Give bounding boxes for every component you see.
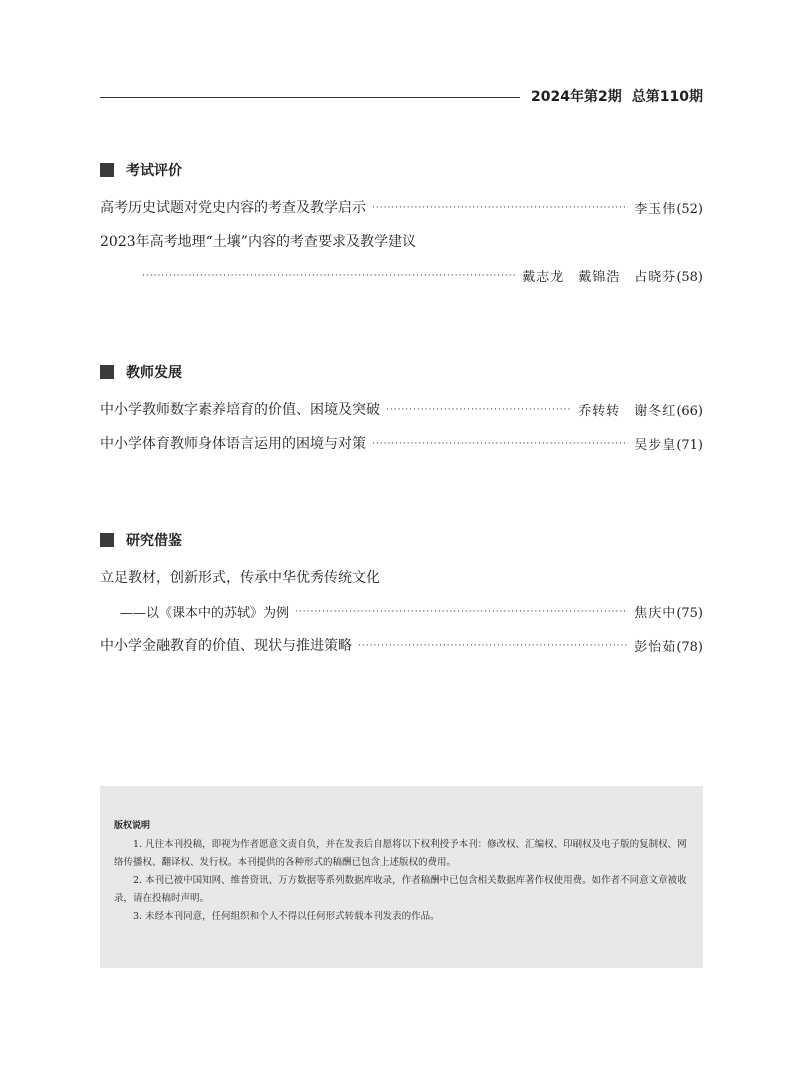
page-header xyxy=(100,86,703,108)
dot-leader xyxy=(358,641,628,651)
article-authors: 吴步皇 xyxy=(634,437,677,453)
article-title: 立足教材，创新形式，传承中华优秀传统文化 xyxy=(100,570,380,586)
copyright-title: 版权说明 xyxy=(114,821,151,831)
article-subtitle: ——以《课本中的苏轼》为例 xyxy=(120,605,290,621)
toc-entry[interactable] xyxy=(100,430,703,456)
toc-entry-author-line[interactable] xyxy=(100,262,703,288)
article-page: (58) xyxy=(676,269,703,285)
header-rule xyxy=(100,97,520,98)
article-page: (66) xyxy=(676,403,703,419)
square-bullet-icon xyxy=(100,533,114,547)
article-title: 中小学金融教育的价值、现状与推进策略 xyxy=(100,638,352,654)
section-teacher-development xyxy=(100,362,703,456)
article-authors: 焦庆中 xyxy=(634,605,677,621)
section-heading xyxy=(100,530,703,550)
article-page: (78) xyxy=(676,639,703,655)
dot-leader xyxy=(372,439,628,449)
dot-leader xyxy=(372,203,628,213)
toc-entry[interactable] xyxy=(100,632,703,658)
section-title: 研究借鉴 xyxy=(126,533,182,549)
square-bullet-icon xyxy=(100,365,114,379)
square-bullet-icon xyxy=(100,163,114,177)
section-heading xyxy=(100,362,703,382)
article-title: 高考历史试题对党史内容的考查及教学启示 xyxy=(100,200,366,216)
year-issue: 2024年第2期 xyxy=(531,89,622,105)
total-issue: 总第110期 xyxy=(631,89,703,105)
section-research-reference xyxy=(100,530,703,658)
article-title: 中小学教师数字素养培育的价值、困境及突破 xyxy=(100,402,380,418)
toc-entry-subtitle-line[interactable] xyxy=(100,598,703,624)
section-exam-evaluation xyxy=(100,160,703,288)
copyright-item: 1. 凡往本刊投稿，即视为作者愿意文责自负，并在发表后自愿将以下权利授予本刊：修改权、汇编权、印刷权及电子版的复制权、网络传播权、翻译权、发行权。本刊提供的各种形式的稿酬已包含上述版权的费用。 xyxy=(114,839,687,868)
article-authors: 戴志龙 戴锦浩 占晓芬 xyxy=(522,269,677,285)
toc-entry-title-line[interactable] xyxy=(100,228,703,254)
copyright-item: 2. 本刊已被中国知网、维普资讯、万方数据等系列数据库收录，作者稿酬中已包含相关数据库著作权使用费。如作者不同意文章被收录，请在投稿时声明。 xyxy=(114,875,687,904)
article-title: 中小学体育教师身体语言运用的困境与对策 xyxy=(100,436,366,452)
toc-entry[interactable] xyxy=(100,396,703,422)
article-authors: 彭怡茹 xyxy=(634,639,677,655)
copyright-notice xyxy=(100,786,703,968)
article-page: (75) xyxy=(676,605,703,621)
dot-leader xyxy=(142,271,516,281)
copyright-item: 3. 未经本刊同意，任何组织和个人不得以任何形式转载本刊发表的作品。 xyxy=(133,911,440,922)
article-authors: 乔转转 谢冬红 xyxy=(578,403,677,419)
article-authors: 李玉伟 xyxy=(634,201,677,217)
issue-info xyxy=(531,86,703,108)
toc-entry-title-line[interactable] xyxy=(100,564,703,590)
section-title: 教师发展 xyxy=(126,365,182,381)
article-page: (52) xyxy=(676,201,703,217)
article-title: 2023年高考地理“土壤”内容的考查要求及教学建议 xyxy=(100,234,416,250)
section-heading xyxy=(100,160,703,180)
article-page: (71) xyxy=(676,437,703,453)
toc-entry[interactable] xyxy=(100,194,703,220)
section-title: 考试评价 xyxy=(126,163,182,179)
dot-leader xyxy=(386,405,572,415)
copyright-body xyxy=(114,836,689,926)
dot-leader xyxy=(295,607,628,617)
